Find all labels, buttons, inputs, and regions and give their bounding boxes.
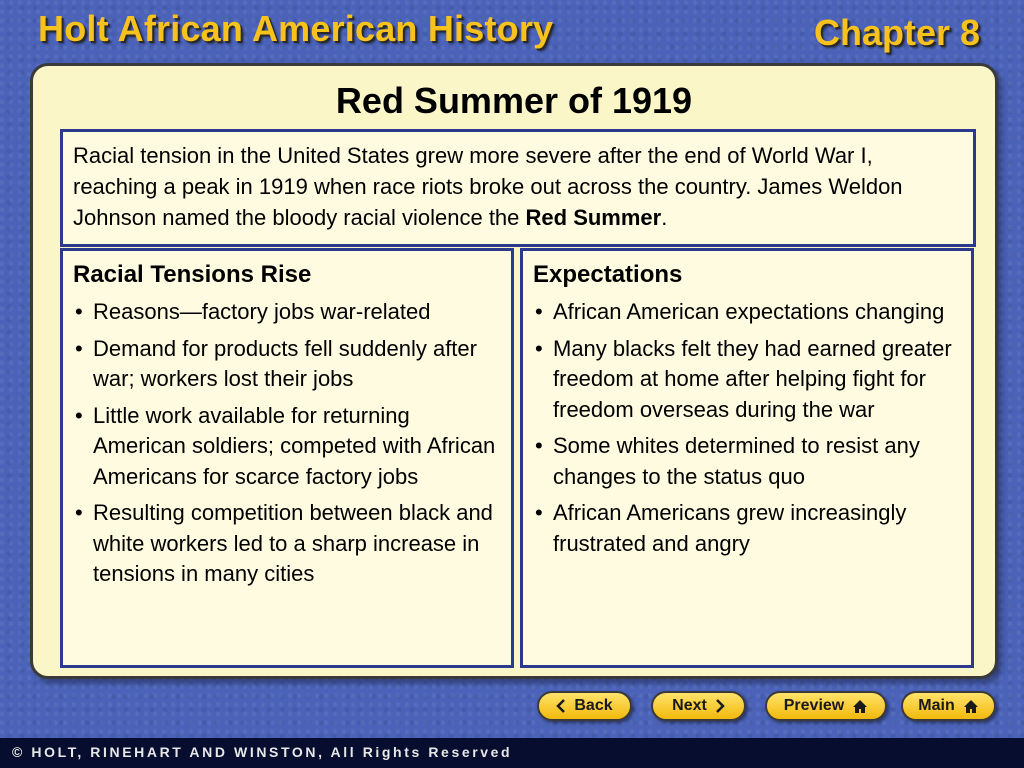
list-item-text: Demand for products fell suddenly after war; workers lost their jobs (93, 335, 477, 391)
preview-label: Preview (783, 697, 845, 714)
next-label: Next (672, 697, 707, 714)
list-item (73, 297, 501, 328)
list-item (73, 401, 501, 493)
right-bullet-list (533, 297, 961, 559)
intro-keyword: Red Summer (525, 205, 662, 230)
list-item (533, 431, 961, 492)
main-label: Main (918, 697, 955, 714)
intro-text: Racial tension in the United States grew more severe after the end of World War I, reaching a peak in 1919 when race riots broke out across the country. James Weldon Johnson named the bloody racial violence the (73, 143, 903, 230)
bullet-icon: • (535, 335, 543, 361)
intro-box (60, 129, 976, 247)
list-item-text: African American expectations changing (553, 299, 945, 324)
bullet-icon: • (75, 500, 83, 525)
left-column (60, 248, 514, 668)
list-item (73, 334, 501, 395)
bullet-icon: • (75, 402, 83, 428)
home-icon (852, 699, 868, 714)
list-item-text: African Americans grew increasingly frustrated and angry (553, 500, 907, 556)
main-button[interactable] (901, 691, 996, 721)
list-item-text: Many blacks felt they had earned greater freedom at home after helping fight for freedom overseas during the war (553, 335, 952, 422)
right-column (520, 248, 974, 668)
app-title: Holt African American History (38, 8, 554, 49)
list-item-text: Little work available for returning American soldiers; competed with African Americans for scarce factory jobs (93, 402, 496, 489)
list-item-text: Resulting competition between black and white workers led to a sharp increase in tensions in many cities (93, 500, 493, 586)
list-item (533, 498, 961, 559)
bullet-icon: • (75, 335, 83, 361)
copyright-text: © HOLT, RINEHART AND WINSTON, All Rights Reserved (12, 744, 513, 760)
list-item (73, 498, 501, 590)
intro-end: . (661, 205, 668, 230)
chevron-right-icon (715, 699, 725, 713)
list-item (533, 297, 961, 328)
back-button[interactable] (537, 691, 632, 721)
list-item-text: Reasons—factory jobs war-related (93, 299, 431, 324)
bullet-icon: • (75, 299, 83, 324)
right-column-heading: Expectations (533, 261, 683, 288)
bullet-icon: • (535, 299, 543, 324)
back-label: Back (574, 697, 613, 714)
content-panel (30, 63, 998, 679)
left-bullet-list (73, 297, 501, 590)
list-item (533, 334, 961, 426)
home-icon (963, 699, 979, 714)
list-item-text: Some whites determined to resist any changes to the status quo (553, 433, 920, 489)
next-button[interactable] (651, 691, 746, 721)
preview-button[interactable] (765, 691, 887, 721)
footer-bar (0, 738, 1024, 768)
chevron-left-icon (556, 699, 566, 713)
left-column-heading: Racial Tensions Rise (73, 261, 312, 288)
bullet-icon: • (535, 433, 543, 458)
chapter-label: Chapter 8 (813, 12, 980, 53)
slide-title: Red Summer of 1919 (335, 80, 693, 121)
bullet-icon: • (535, 500, 543, 525)
